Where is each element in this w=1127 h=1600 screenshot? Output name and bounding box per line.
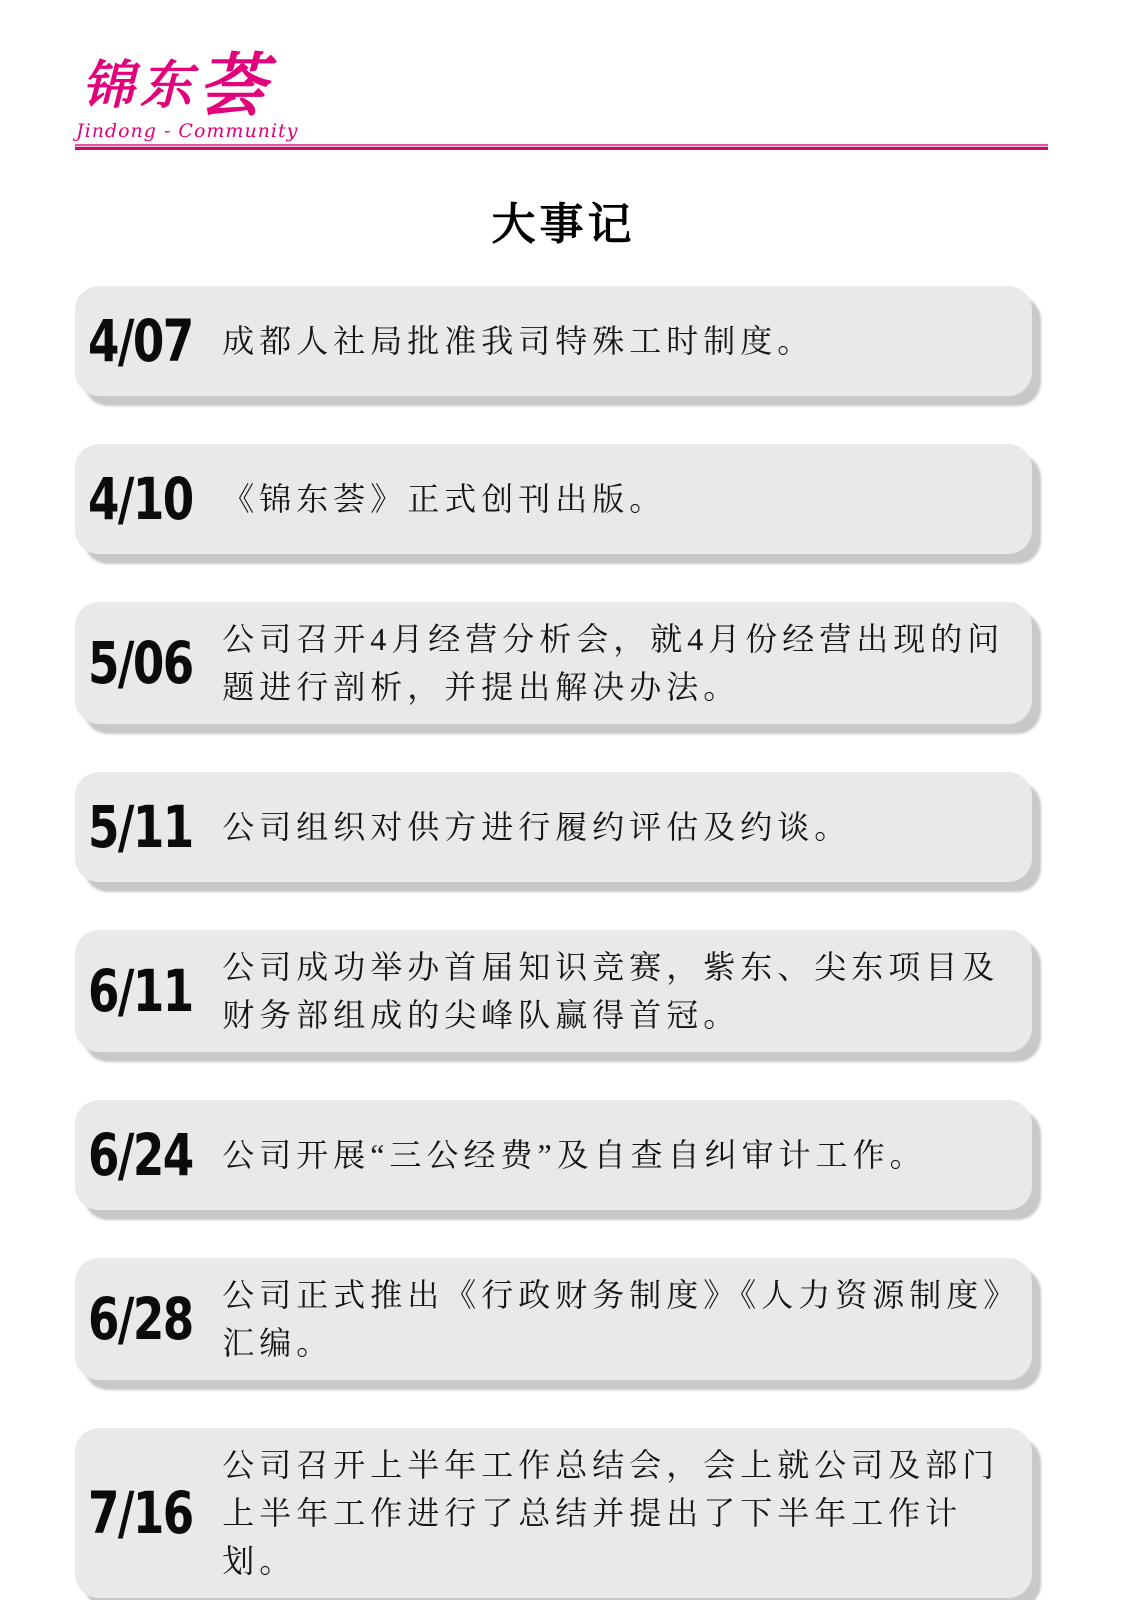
logo-chinese-prefix: 锦东 — [82, 55, 199, 116]
event-text: 《锦东荟》正式创刊出版。 — [222, 481, 667, 517]
event-date: 7/16 — [88, 1479, 193, 1547]
event-card — [75, 772, 1032, 882]
logo-english-text: Jindong - Community — [76, 120, 299, 142]
company-logo — [76, 46, 1127, 142]
event-date: 6/24 — [88, 1121, 193, 1189]
event-card — [75, 444, 1032, 554]
event-date: 6/11 — [88, 957, 193, 1025]
event-card — [75, 602, 1032, 724]
page-header — [0, 0, 1127, 150]
event-card — [75, 930, 1032, 1052]
logo-chinese-text — [82, 46, 267, 126]
event-card — [75, 1428, 1032, 1598]
event-card — [75, 286, 1032, 396]
page-title: 大事记 — [491, 199, 636, 250]
event-text: 公司正式推出《行政财务制度》《人力资源制度》汇编。 — [222, 1277, 1005, 1361]
event-text: 公司召开4月经营分析会，就4月份经营出现的问题进行剖析，并提出解决办法。 — [222, 621, 1005, 705]
event-date: 5/11 — [88, 793, 193, 861]
event-date: 6/28 — [88, 1285, 193, 1353]
event-date: 4/07 — [88, 307, 193, 375]
header-divider-line — [75, 144, 1048, 150]
event-card — [75, 1100, 1032, 1210]
event-text: 公司组织对供方进行履约评估及约谈。 — [222, 809, 852, 845]
logo-chinese-big-char: 荟 — [198, 46, 267, 126]
event-text: 公司召开上半年工作总结会，会上就公司及部门上半年工作进行了总结并提出了下半年工作计划。 — [222, 1447, 1000, 1579]
event-text: 成都人社局批准我司特殊工时制度。 — [222, 323, 815, 359]
event-text: 公司成功举办首届知识竞赛，紫东、尖东项目及财务部组成的尖峰队赢得首冠。 — [222, 949, 1000, 1033]
event-date: 4/10 — [88, 465, 193, 533]
event-date: 5/06 — [88, 629, 193, 697]
event-card — [75, 1258, 1032, 1380]
events-list — [75, 286, 1032, 1598]
event-text: 公司开展“三公经费”及自查自纠审计工作。 — [222, 1137, 927, 1173]
